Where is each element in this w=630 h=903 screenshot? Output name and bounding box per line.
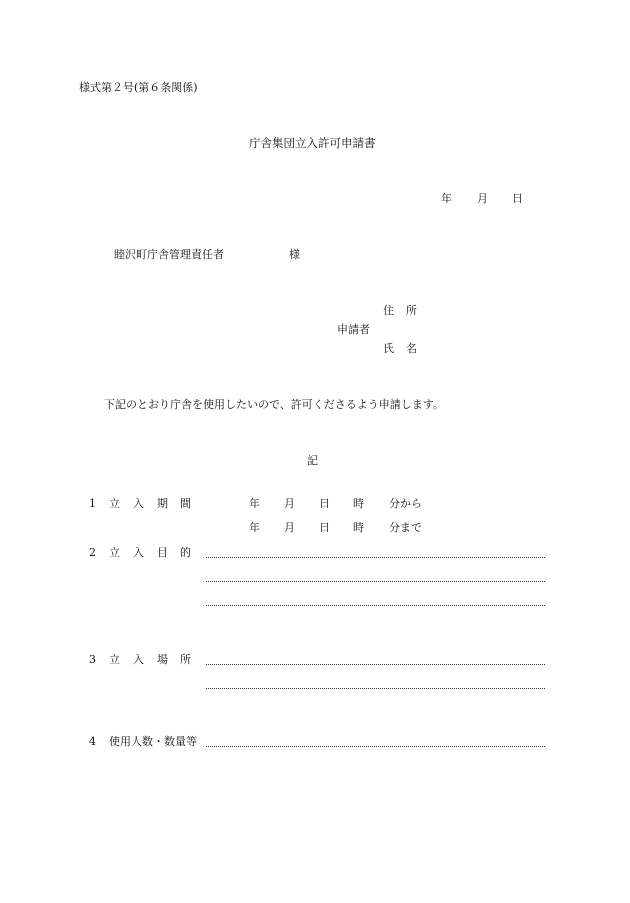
item-4-label: 使用人数・数量等	[109, 735, 197, 748]
period-from-minute: 分から	[389, 497, 422, 510]
purpose-line-1[interactable]	[206, 557, 545, 558]
item-2-label-char-2: 入	[133, 546, 144, 559]
item-1-number: 1	[89, 497, 96, 510]
period-from-day: 日	[319, 497, 330, 510]
application-statement: 下記のとおり庁舎を使用したいので、許可くださるよう申請します。	[104, 398, 444, 411]
addressee: 睦沢町庁舎管理責任者	[114, 248, 224, 261]
period-to-year: 年	[249, 521, 260, 534]
item-4-number: 4	[89, 735, 96, 748]
purpose-line-2[interactable]	[206, 581, 545, 582]
item-3-label-char-1: 立	[109, 653, 120, 666]
applicant-role-label: 申請者	[337, 323, 370, 336]
item-3-label-char-3: 場	[157, 653, 168, 666]
period-to-minute: 分まで	[389, 521, 422, 534]
date-month-label: 月	[477, 192, 488, 205]
item-1-label-char-4: 間	[180, 497, 191, 510]
form-number: 様式第２号(第６条関係)	[79, 81, 198, 94]
period-to-day: 日	[319, 521, 330, 534]
address-label-char-1: 住	[383, 304, 394, 317]
ki-heading: 記	[307, 454, 318, 467]
period-from-year: 年	[249, 497, 260, 510]
name-label-char-2: 名	[406, 342, 417, 355]
period-from-hour: 時	[353, 497, 364, 510]
place-line-1[interactable]	[206, 664, 545, 665]
period-from-month: 月	[284, 497, 295, 510]
item-2-label-char-3: 目	[157, 546, 168, 559]
item-2-label-char-4: 的	[180, 546, 191, 559]
period-to-hour: 時	[353, 521, 364, 534]
item-3-label-char-2: 入	[133, 653, 144, 666]
purpose-line-3[interactable]	[206, 605, 545, 606]
address-label-char-2: 所	[406, 304, 417, 317]
count-line[interactable]	[206, 746, 545, 747]
item-3-label-char-4: 所	[180, 653, 191, 666]
date-year-label: 年	[441, 192, 452, 205]
honorific: 様	[289, 248, 300, 261]
date-day-label: 日	[512, 192, 523, 205]
item-2-number: 2	[89, 546, 96, 559]
document-title: 庁舎集団立入許可申請書	[249, 136, 376, 150]
item-2-label-char-1: 立	[109, 546, 120, 559]
period-to-month: 月	[284, 521, 295, 534]
item-1-label-char-3: 期	[157, 497, 168, 510]
item-1-label-char-1: 立	[109, 497, 120, 510]
item-3-number: 3	[89, 653, 96, 666]
name-label-char-1: 氏	[383, 342, 394, 355]
place-line-2[interactable]	[206, 688, 545, 689]
item-1-label-char-2: 入	[133, 497, 144, 510]
